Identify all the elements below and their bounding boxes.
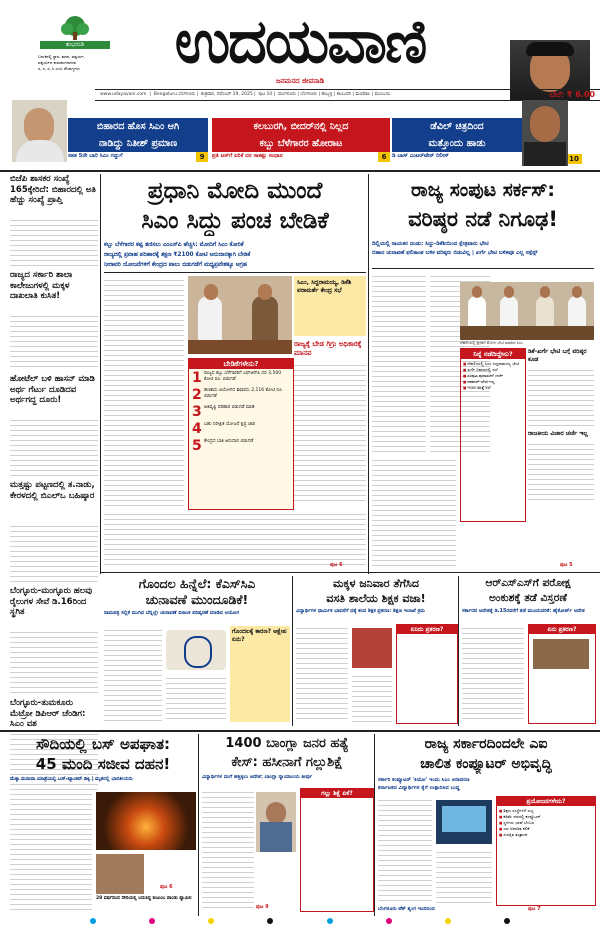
cabinet-page-ref[interactable]: ಪುಟ 5 — [560, 562, 573, 568]
rss-deck: ಸರ್ಕಾರದ ಆದೇಶಕ್ಕೆ ಡಿ.15ರವರೆಗೆ ತಡೆ ಮುಂದುವರಿಕೆ: ಹೈಕೋರ್ಟ್ ಆದೇಶ — [462, 608, 585, 614]
cabinet-box — [460, 348, 526, 522]
cabinet-headline-2[interactable]: ವರಿಷ್ಠರ ನಡೆ ನಿಗೂಢ! — [408, 207, 558, 231]
teaser-line2: ನಾಡಿದ್ದು ನಿತೀಶ್ ಪ್ರಮಾಣ — [68, 136, 208, 152]
ai-box-item: ■ ಎಐ ಆಧಾರಿತ ಕಲಿಕೆ — [499, 826, 593, 832]
ai-headline-1: ರಾಜ್ಯ ಸರ್ಕಾರದಿಂದಲೇ ಎಐ — [424, 736, 548, 752]
left-headline-4[interactable]: ಮತ್ತಷ್ಟು ಪಟ್ಟಣದಲ್ಲಿ ತ.ನಾಡು, ಕೇರಳದಲ್ಲಿ ಬಿಎಲ್‌ಒ ಬಹಿಷ್ಕಾರ — [10, 480, 95, 501]
ai-computer-photo — [436, 800, 492, 844]
hasina-deck: ವಿದ್ಯಾರ್ಥಿಗಳ ದಂಗೆ ಹತ್ತಿಕ್ಕಲು ಆದೇಶ: ಬಾಂಗ್ಲಾ ನ್ಯಾಯಾಲಯ ತೀರ್ಪು — [202, 774, 313, 780]
janivara-story[interactable] — [296, 576, 456, 726]
saudi-page-ref: ಪುಟ 6 — [160, 884, 173, 890]
quote-line: ಬದುಕಿನಲ್ಲಿ ಸ್ಥಾನ, ಮಾನ, ಐಶ್ವರ್ಯ, — [38, 54, 85, 59]
ai-box-item: ■ ಸುರಕ್ಷಿತ ತಂತ್ರಾಂಶ — [499, 832, 593, 838]
cabinet-deck-1: ದಿಲ್ಲಿಯಲ್ಲಿ ನಾಯಕರ ದಂಡು: ಸಿದ್ದು-ಡಿಕೆಶಿಯಿಂದ ಕ್ಷೇತ್ರವಾರು ಭೇಟಿ — [372, 241, 489, 247]
janivara-box — [396, 624, 458, 724]
teaser-sub: ಡಿ ಬಾಸ್ ಎಂಟರ್‌ಟೇನ್ ರಿಲೀಸ್ — [392, 153, 449, 159]
ksca-headline-2: ಚುನಾವಣೆ ಮುಂದೂಡಿಕೆ! — [145, 592, 249, 607]
janivara-photo — [352, 628, 392, 668]
teaser-sugarcane[interactable] — [212, 118, 390, 166]
cabinet-side2-title: ರಾಜಕೀಯ ವಿಚಾರ ಚರ್ಚೆ ಇಲ್ಲ — [528, 430, 588, 437]
ai-page-ref: ಪುಟ 7 — [528, 906, 541, 912]
ai-deck-1: ಸರ್ಕಾರಿ ಕಂಪ್ಯೂಟರ್ 'ಕಿಯೋ' ಇಂದು ಸಿಎಂ ಅನಾವರಣ — [378, 777, 470, 783]
demand-item: 2 ಹಣಕಾಸು ಆಯೋಗದ ಶಿಫಾರಸು 2,116 ಕೋಟಿ ರೂ. ಬಿಡುಗಡೆ — [192, 387, 284, 403]
ksca-sub-title: ಗೊಂದಲಕ್ಕೆ ಕಾರಣ? ಆಕ್ಷೇಪ ಏನು? — [232, 628, 287, 643]
cabinet-box-item: ■ ಸಂಪುಟ ಪುನಾರಚನೆ ಚರ್ಚೆ — [463, 373, 523, 379]
website: www.udayavani.com — [100, 92, 147, 97]
quote-line: ಐಶ್ವರ್ಯದ ಕುರುಹುಗಳಾಗುವ — [38, 60, 76, 65]
teaser-line1: ಕಲಬುರಗಿ, ಬೀದರ್‌ನಲ್ಲಿ ನಿಲ್ಲದ — [212, 118, 390, 136]
cabinet-side-title: ಡಿಕೆ-ಖರ್ಗೆ ಭೇಟಿ ಬಗ್ಗೆ ವರಿಷ್ಠರ ಕೂಡ — [528, 348, 587, 363]
demands-box — [188, 358, 294, 510]
hasina-page-ref: ಪುಟ 9 — [256, 904, 269, 910]
teaser-line2: ಕಬ್ಬು ಬೆಳೆಗಾರರ ಹೋರಾಟ — [212, 136, 390, 152]
ai-box-title: ಪ್ರಯೋಜನಗಳೇನು? — [497, 797, 595, 806]
demands-title: ಬೇಡಿಕೆಗಳೇನು? — [189, 359, 293, 369]
janivara-box-title: ಏನಿದು ಪ್ರಕರಣ? — [397, 625, 457, 634]
saudi-deck: ಮೆಕ್ಕಾ ಮದೀನಾ ಯಾತ್ರೆಯಲ್ಲಿ ಬಸ್-ಟ್ಯಾಂಕರ್ ಡಿಕ್ಕಿ | ಮೃತರಲ್ಲಿ ಭಾರತೀಯರು — [10, 776, 133, 782]
hasina-headline-1: 1400 ಬಾಂಗ್ಲಾ ಜನರ ಹತ್ಯೆ — [225, 736, 349, 751]
lead-page-ref[interactable]: ಪುಟ 6 — [330, 562, 343, 568]
rss-headline-2: ಅಂಕುಶಕ್ಕೆ ತಡೆ ವಿಸ್ತರಣೆ — [489, 592, 567, 604]
ksca-logo — [166, 630, 226, 670]
hasina-story[interactable] — [202, 734, 372, 916]
lead-headline-2[interactable]: ಸಿಎಂ ಸಿದ್ದು ಪಂಚ ಬೇಡಿಕೆ — [141, 208, 329, 234]
lead-headline-1[interactable]: ಪ್ರಧಾನಿ ಮೋದಿ ಮುಂದೆ — [147, 178, 323, 204]
ksca-story[interactable] — [104, 576, 290, 726]
ai-box-item: ■ ಸ್ಥಳೀಯ ಭಾಷೆ ಬೆಂಬಲ — [499, 820, 593, 826]
lead-deck-2: ರಾಜ್ಯದಲ್ಲಿ ಪ್ರವಾಹ ಪರಿಹಾರಕ್ಕೆ ತಕ್ಷಣ ₹2100 ಕೋಟಿ ಅನುದಾನಕ್ಕಾಗಿ ಬೇಡಿಕೆ — [104, 252, 251, 258]
hasina-photo — [256, 792, 296, 852]
date: ಶುಕ್ರವಾರ, ನವೆಂಬರ್ 19, 2025 — [200, 92, 253, 97]
ai-story[interactable] — [378, 734, 594, 916]
demand-item: 4 ಬಹು ನಿರೀಕ್ಷಿತ ಯೋಜನೆ ಕ್ಷಿಪ್ರ ಜಾರಿ — [192, 421, 256, 437]
ai-footer: ಬೆಂಗಳೂರು ಟೆಕ್ ಶೃಂಗ ಇಂದಿನಿಂದ — [378, 906, 435, 912]
cabinet-box-item: ■ ಇಂದು ಮತ್ತೆ ಸಭೆ — [463, 385, 523, 391]
cabinet-headline-1[interactable]: ರಾಜ್ಯ ಸಂಪುಟ ಸರ್ಕಸ್: — [410, 179, 556, 201]
saudi-headline-1: ಸೌದಿಯಲ್ಲಿ ಬಸ್ ಅಪಘಾತ: — [35, 735, 171, 753]
dateline: www.udayavani.com | Bengaluru ಬೆಂಗಳೂರು | ಶುಕ್ರವಾರ, ನವೆಂಬರ್ 19, 2025 | ಪುಟ 10 | ಮಂಗಳೂರು | ಬೆಂಗಳೂರು | ಹುಬ್ಬಳ್ಳಿ | ಕಲಬುರಗಿ | ಮಣಿಪಾಲ | ಮುಂಬಯಿ — [100, 92, 391, 97]
teaser-line2: ಮತ್ತೊಂದು ಹಾಡು — [392, 136, 522, 152]
ai-box — [496, 796, 596, 906]
actor-photo — [522, 100, 568, 166]
left-headline-2[interactable]: ರಾಜ್ಯದ ಸರ್ಕಾರಿ ಶಾಲಾ ಕಾಲೇಜುಗಳಲ್ಲಿ ಮಕ್ಕಳ ದಾಖಲಾತಿ ಕುಸಿತ! — [10, 270, 73, 301]
teaser-page-devil: 10 — [566, 154, 582, 164]
teaser-page: 6 — [378, 152, 390, 162]
lead-body-bottom — [104, 510, 366, 565]
saudi-headline-2: 45 ಮಂದಿ ಸಜೀವ ದಹನ! — [35, 755, 171, 773]
quote-line: ಸ, ಸ, ಸ, ಸಿ ಎಂಬ ಸೌಭಾಗ್ಯಗಳು — [38, 66, 80, 71]
ksca-deck: ನಾಮಪತ್ರ ಸಲ್ಲಿಕೆ ಮುಗಿದ ಬೆನ್ನಲ್ಲೇ ಚುನಾವಣೆ ದಿನಾಂಕ ಪರಿಷ್ಕರಣೆ ಮಾಡಿದ ಆಯೋಗ — [104, 610, 240, 616]
lead-body-col1 — [104, 276, 184, 506]
ksca-headline-1: ಗೊಂದಲ ಹಿನ್ನೆಲೆ: ಕೆಎಸ್‌ಸಿಎ — [138, 576, 256, 591]
janivara-deck: ವಿದ್ಯಾರ್ಥಿಗಳ ಧಾರ್ಮಿಕ ಭಾವನೆಗೆ ಧಕ್ಕೆ ತಂದ ಶಿಕ್ಷಕ ಪ್ರಕರಣ: ಶಿಕ್ಷಣ ಇಲಾಖೆ ಕ್ರಮ — [296, 608, 425, 614]
cabinet-body-col1 — [372, 272, 426, 452]
cabinet-box-item: ■ ರಾಹುಲ್ ಭೇಟಿ ಇಲ್ಲ — [463, 379, 523, 385]
hasina-headline-2: ಕೇಸ್: ಹಸೀನಾಗೆ ಗಲ್ಲುಶಿಕ್ಷೆ — [231, 755, 343, 770]
teaser-bihar[interactable] — [68, 118, 208, 166]
teaser-sub: ಪ್ರತಿ ಟನ್‌ಗೆ ಏರಿಕೆ ದರ ಸಾಕಷ್ಟು ಸಂಧಾನ — [212, 153, 283, 159]
lead-side-title: ಸಿಎಂ, ಸಿದ್ದರಾಮಯ್ಯ, ಡಿಕೆಶಿ ಪರಾಮರ್ಶೆ ಕೇಂದ್ರ ಸಭೆ — [297, 279, 352, 294]
teaser-portrait — [12, 100, 67, 162]
rss-box — [528, 624, 596, 724]
teaser-sub: ಸತತ 5ನೇ ಬಾರಿ ಸಿಎಂ ಗದ್ದುಗೆ — [68, 153, 123, 159]
cabinet-box-title: ನಿನ್ನೆ ನಡೆದಿದ್ದೇನು? — [461, 349, 525, 359]
cabinet-photo — [460, 282, 594, 340]
teaser-devil[interactable] — [392, 118, 522, 166]
demand-item: 1 ರಾಜ್ಯದ ಕಬ್ಬು ಬೆಳೆಗಾರರಿಗೆ ಎಫ್‌ಆರ್‌ಪಿ ದರ 3,500 ಕೋಟಿ ರೂ. ಬಿಡುಗಡೆ — [192, 370, 282, 386]
lead-deck-1: ಕಬ್ಬು ಬೆಳೆಗಾರರ ಕಷ್ಟ ತಣಿಸಲು ಎಂಎಸ್‌ಪಿ ಹೆಚ್ಚಿಸಿ: ಮೋದಿಗೆ ಸಿಎಂ ಕೋರಿಕೆ — [104, 242, 244, 248]
lead-quote-box — [294, 340, 366, 510]
price: ಬೆಲೆ: ₹ 6.00 — [549, 90, 595, 99]
teaser-line1: ಡೆವಿಲ್ ಚಿತ್ರದಿಂದ — [392, 118, 522, 136]
ksca-sub-box — [230, 626, 290, 722]
bus-fire-photo — [96, 792, 196, 850]
demand-item: 5 ಕೇಂದ್ರದ ಬಾಕಿ ಅನುದಾನ ಬಿಡುಗಡೆ — [192, 438, 254, 454]
quote-box — [38, 54, 120, 72]
saudi-caption: 28 ವರ್ಷದಿಂದ ಸೌದಿಯಲ್ಲಿ ಬದುಕಿದ್ದ ಕುಟುಂಬ ಪಾಂಡು ಫ್ಯಾಮಿಲಿ — [96, 896, 192, 901]
teaser-line1: ಬಿಹಾರದ ಹೊಸ ಸಿಎಂ ಆಗಿ — [68, 118, 208, 136]
shubhanudi-logo — [40, 14, 110, 52]
lead-photo — [188, 276, 292, 354]
masthead-tagline: ಜನಮನದ ಜೀವನಾಡಿ — [275, 77, 325, 85]
cabinet-box-item: ■ ಖರ್ಗೆ ನಿವಾಸದಲ್ಲಿ ಸಭೆ — [463, 367, 523, 373]
cabinet-side — [528, 348, 594, 520]
cabinet-caption: ದೆಹಲಿಯಲ್ಲಿ ಪ್ರಧಾನಿ ಮೋದಿ ಭೇಟಿ ಮಾಡಿದ ಸಿಎಂ — [460, 340, 524, 345]
demand-item: 3 ಅತಿವೃಷ್ಟಿ ಪರಿಹಾರ ಬಿಡುಗಡೆ ಮಾಡಿ — [192, 404, 255, 420]
lead-quote-title: ರಾಜ್ಯಕ್ಕೆ ಬೇಡ ಗಿಗ್ರು ಅಧಿಕಾರಕ್ಕೆ ಮಾನವ — [294, 340, 362, 357]
ai-box-item: ■ ಕಡಿಮೆ ದರದಲ್ಲಿ ಕಂಪ್ಯೂಟರ್ — [499, 814, 593, 820]
rss-story[interactable] — [462, 576, 594, 726]
cabinet-deck-2: ಬಿಹಾರ ಚುನಾವಣೆ ಫಲಿತಾಂಶ ಬಳಿಕ ವರಿಷ್ಠರು ಬಿಡುವಿಲ್ಲ | ಖರ್ಗೆ ಭೇಟಿ ಬಳಿಕವೂ ಎಲ್ಲ ಸಸ್ಪೆನ್ಸ್ — [372, 250, 538, 256]
masthead-title: ಉದಯವಾಣಿ — [174, 7, 426, 77]
saudi-story[interactable] — [10, 734, 196, 916]
hasina-box — [300, 788, 374, 912]
lead-deck-3: ನೀರಾವರಿ ಯೋಜನೆಗಳಿಗೆ ಕೇಂದ್ರದ ಪಾಲು ಬಿಡುಗಡೆಗೆ ಮಧ್ಯಪ್ರವೇಶಕ್ಕೂ ಆಗ್ರಹ — [104, 262, 247, 268]
registration-marks — [90, 918, 510, 926]
left-headline-5[interactable]: ಬೆಂಗ್ಳೂರು-ಮಂಗ್ಳೂರು ಹಲವು ರೈಲುಗಳ ಸೇವೆ ಡಿ.16ರಿಂದ ಸ್ಥಗಿತ — [10, 586, 93, 617]
lead-deck — [104, 240, 366, 270]
janivara-headline-2: ವಸತಿ ಶಾಲೆಯ ಶಿಕ್ಷಕ ವಜಾ! — [326, 592, 426, 605]
cabinet-deck — [372, 240, 594, 258]
sections: ಮಂಗಳೂರು | ಬೆಂಗಳೂರು | ಹುಬ್ಬಳ್ಳಿ | ಕಲಬುರಗಿ | ಮಣಿಪಾಲ | ಮುಂಬಯಿ — [278, 92, 391, 97]
rss-box-title: ಏನು ಪ್ರಕರಣ? — [529, 625, 595, 634]
edition: Bengaluru ಬೆಂಗಳೂರು — [153, 92, 196, 97]
lead-side-box — [294, 276, 366, 336]
cabinet-body-bottom — [372, 456, 456, 566]
ai-headline-2: ಚಾಲಿತ ಕಂಪ್ಯೂಟರ್ ಅಭಿವೃದ್ಧಿ — [420, 756, 552, 772]
hasina-box-title: ಗಲ್ಲು ಶಿಕ್ಷೆ ಏಕೆ? — [301, 789, 373, 798]
left-headline-1[interactable]: ಬಿಜೆಪಿ ಶಾಸಕರ ಸಂಖ್ಯೆ 165ಕ್ಕೇರಿದೆ: ಬಿಹಾರದಲ್ಲಿ ಅತಿ ಹೆಚ್ಚು ಸಂಖ್ಯೆ ಪ್ರಾಪ್ತಿ — [10, 174, 96, 205]
cabinet-box-item: ■ ದೆಹಲಿಯಲ್ಲಿ ಸಿಎಂ ಸಿದ್ದರಾಮಯ್ಯ ಭೇಟಿ — [463, 361, 523, 367]
family-photo — [96, 854, 144, 894]
left-headline-6[interactable]: ಬೆಂಗ್ಳೂರು-ತುಮಕೂರು ಮೆಟ್ರೋ ಡಿಪಿಆರ್ ಚೆಂಡಿಗ: ಸಿಎಂ ವಶ — [10, 698, 86, 729]
logo-label: ಶುಭನುಡಿ — [40, 41, 110, 49]
ai-box-item: ■ ಶಿಕ್ಷಣ ಸಂಸ್ಥೆಗಳಿಗೆ ಲಭ್ಯ — [499, 808, 593, 814]
left-headline-3[interactable]: ಹೋಟೆಲ್ ಬಳಿ ಹಾಸನ್ ಮಾಡಿ ಅರ್ಥ ಗೆರ್ಟು ದೂಡಿದವ ಅರ್ಥಗದ್ದ ದೂರು! — [10, 374, 95, 405]
rss-headline-1: ಆರ್‌ಎಸ್‌ಎಸ್‌ಗೆ ಪರೋಕ್ಷ — [485, 577, 571, 589]
janivara-headline-1: ಮಕ್ಕಳ ಜನಿವಾರ ತೆಗೆಸಿದ — [333, 577, 419, 590]
pages: ಪುಟ 10 — [258, 92, 273, 97]
teaser-page: 9 — [196, 152, 208, 162]
ai-deck-2: ಕರ್ನಾಟಕದ ವಿದ್ಯಾರ್ಥಿಗಳ ಕೈಗೆ ಉತ್ಪಾದಿಸಿದ ಬುದ್ಧ — [378, 785, 460, 791]
